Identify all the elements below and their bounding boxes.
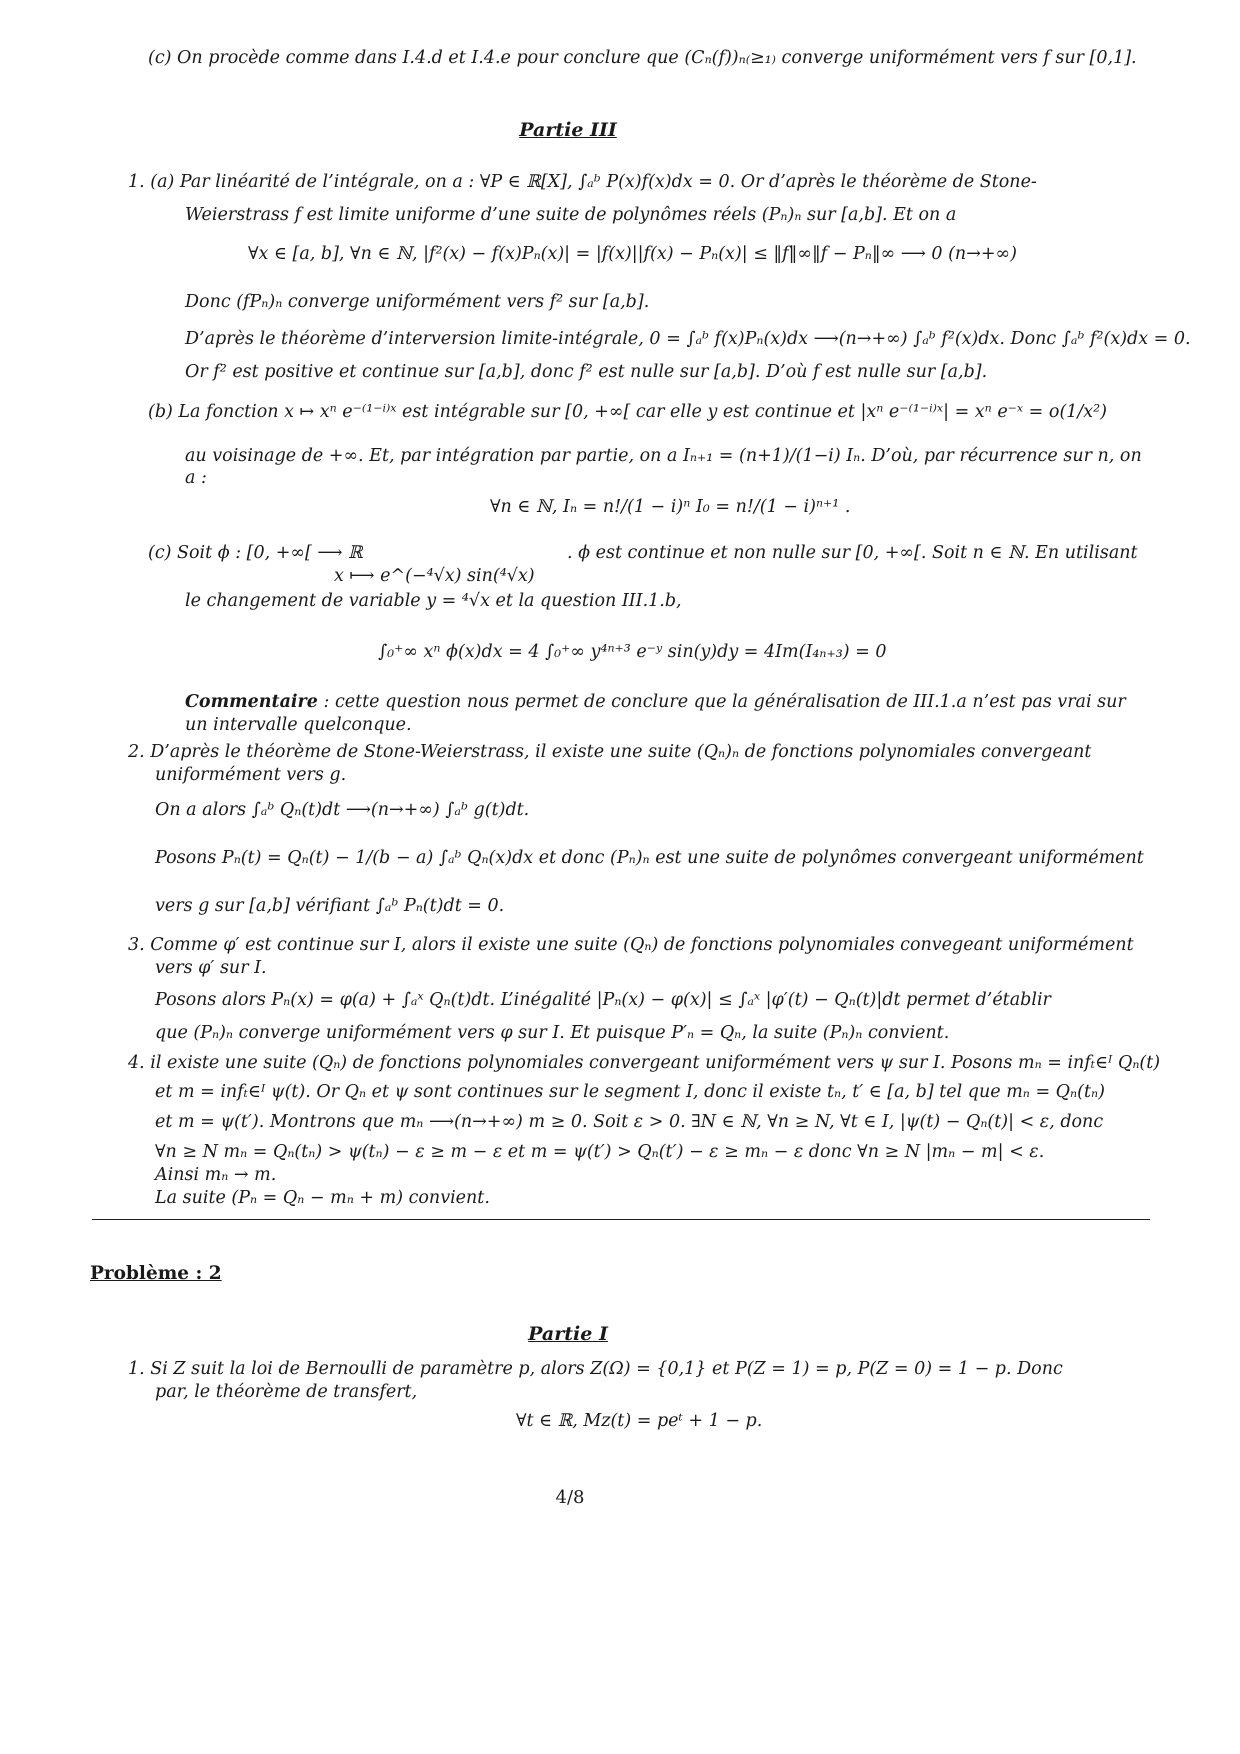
q2-line1: 2. D’après le théorème de Stone-Weierstrass, il existe une suite (Qₙ)ₙ de fonctions polynomiales convergeant bbox=[128, 742, 1092, 762]
q2-line3: On a alors ∫ₐᵇ Qₙ(t)dt ⟶(n→+∞) ∫ₐᵇ g(t)dt. bbox=[155, 800, 530, 820]
q2-line2: uniformément vers g. bbox=[155, 765, 347, 785]
commentaire-line2: un intervalle quelconque. bbox=[185, 715, 412, 735]
q3-line2: vers φ′ sur I. bbox=[155, 958, 267, 978]
q4-line3: et m = ψ(t′). Montrons que mₙ ⟶(n→+∞) m ≥ 0. Soit ε > 0. ∃N ∈ ℕ, ∀n ≥ N, ∀t ∈ I, |ψ(t) − Qₙ(t)| < ε, donc bbox=[155, 1112, 1104, 1132]
q1c-line1-rest: . ϕ est continue et non nulle sur [0, +∞[. Soit n ∈ ℕ. En utilisant bbox=[567, 543, 1138, 563]
q1a-line5: Or f² est positive et continue sur [a,b], donc f² est nulle sur [a,b]. D’où f est nulle sur [a,b]. bbox=[185, 362, 988, 382]
p1-q1-line1: 1. Si Z suit la loi de Bernoulli de paramètre p, alors Z(Ω) = {0,1} et P(Z = 1) = p, P(Z = 0) = 1 − p. Donc bbox=[128, 1359, 1063, 1379]
partie1-heading: Partie I bbox=[528, 1323, 608, 1345]
q1a-line3: Donc (fPₙ)ₙ converge uniformément vers f² sur [a,b]. bbox=[185, 292, 650, 312]
commentaire-label: Commentaire bbox=[185, 692, 318, 712]
q3-line4: que (Pₙ)ₙ converge uniformément vers φ sur I. Et puisque P′ₙ = Qₙ, la suite (Pₙ)ₙ convient. bbox=[155, 1023, 950, 1043]
q2-line4: Posons Pₙ(t) = Qₙ(t) − 1/(b − a) ∫ₐᵇ Qₙ(x)dx et donc (Pₙ)ₙ est une suite de polynômes convergeant uniformément bbox=[155, 848, 1144, 868]
q1c-equation: ∫₀⁺∞ xⁿ ϕ(x)dx = 4 ∫₀⁺∞ y⁴ⁿ⁺³ e⁻ʸ sin(y)dy = 4Im(I₄ₙ₊₃) = 0 bbox=[378, 642, 887, 662]
q1c-line2: le changement de variable y = ⁴√x et la question III.1.b, bbox=[185, 591, 682, 611]
q2-line5: vers g sur [a,b] vérifiant ∫ₐᵇ Pₙ(t)dt = 0. bbox=[155, 896, 505, 916]
partie2-q3c-text: (c) On procède comme dans I.4.d et I.4.e pour conclure que (Cₙ(f))ₙ₍≥₁₎ converge uniformément vers f sur [0,1]. bbox=[148, 48, 1137, 68]
probleme-heading: Problème : 2 bbox=[90, 1263, 222, 1284]
p1-q1-equation: ∀t ∈ ℝ, Mᴢ(t) = peᵗ + 1 − p. bbox=[516, 1411, 763, 1431]
q1a-line1: 1. (a) Par linéarité de l’intégrale, on a : ∀P ∈ ℝ[X], ∫ₐᵇ P(x)f(x)dx = 0. Or d’après le théorème de Stone- bbox=[128, 172, 1037, 192]
q4-line5: Ainsi mₙ → m. bbox=[155, 1165, 277, 1185]
q4-line4: ∀n ≥ N mₙ = Qₙ(tₙ) > ψ(tₙ) − ε ≥ m − ε et m = ψ(t′) > Qₙ(t′) − ε ≥ mₙ − ε donc ∀n ≥ N |mₙ − m| < ε. bbox=[155, 1142, 1045, 1162]
q1b-line2: au voisinage de +∞. Et, par intégration par partie, on a Iₙ₊₁ = (n+1)/(1−i) Iₙ. D’où, par récurrence sur n, on bbox=[185, 446, 1142, 466]
commentaire-text: : cette question nous permet de conclure que la généralisation de III.1.a n’est pas vrai sur bbox=[317, 692, 1126, 712]
q4-line6: La suite (Pₙ = Qₙ − mₙ + m) convient. bbox=[155, 1188, 490, 1208]
partie3-heading: Partie III bbox=[519, 119, 617, 141]
q1b-line1: (b) La fonction x ↦ xⁿ e⁻⁽¹⁻ⁱ⁾ˣ est intégrable sur [0, +∞[ car elle y est continue et |xⁿ e⁻⁽¹⁻ⁱ⁾ˣ| = xⁿ e⁻ˣ = o(1/x²) bbox=[148, 402, 1108, 422]
q1b-line3: a : bbox=[185, 468, 207, 488]
q4-line1: 4. il existe une suite (Qₙ) de fonctions polynomiales convergeant uniformément vers ψ sur I. Posons mₙ = infₜ∈ᴵ Qₙ(t) bbox=[128, 1053, 1161, 1073]
q3-line1: 3. Comme φ′ est continue sur I, alors il existe une suite (Qₙ) de fonctions polynomiales convegeant uniformément bbox=[128, 935, 1134, 955]
page-number: 4/8 bbox=[555, 1487, 585, 1508]
section-divider bbox=[92, 1219, 1150, 1220]
q4-line2: et m = infₜ∈ᴵ ψ(t). Or Qₙ et ψ sont continues sur le segment I, donc il existe tₙ, t′ ∈ [a, b] tel que mₙ = Qₙ(tₙ) bbox=[155, 1082, 1105, 1102]
q1a-line4: D’après le théorème d’interversion limite-intégrale, 0 = ∫ₐᵇ f(x)Pₙ(x)dx ⟶(n→+∞) ∫ₐᵇ f²(x)dx. Donc ∫ₐᵇ f²(x)dx = 0. bbox=[185, 329, 1191, 349]
commentaire-line1 bbox=[185, 690, 1126, 714]
q1a-equation: ∀x ∈ [a, b], ∀n ∈ ℕ, |f²(x) − f(x)Pₙ(x)| = |f(x)||f(x) − Pₙ(x)| ≤ ‖f‖∞‖f − Pₙ‖∞ ⟶ 0 (n→+∞) bbox=[248, 244, 1017, 264]
q1c-definition-map: x ⟼ e^(−⁴√x) sin(⁴√x) bbox=[334, 566, 535, 586]
q1c-definition: (c) Soit ϕ : [0, +∞[ ⟶ ℝ bbox=[148, 543, 363, 563]
q3-line3: Posons alors Pₙ(x) = φ(a) + ∫ₐˣ Qₙ(t)dt. L’inégalité |Pₙ(x) − φ(x)| ≤ ∫ₐˣ |φ′(t) − Qₙ(t)|dt permet d’établir bbox=[155, 990, 1051, 1010]
q1b-equation: ∀n ∈ ℕ, Iₙ = n!/(1 − i)ⁿ I₀ = n!/(1 − i)ⁿ⁺¹ . bbox=[490, 497, 851, 517]
q1a-line2: Weierstrass f est limite uniforme d’une suite de polynômes réels (Pₙ)ₙ sur [a,b]. Et on a bbox=[185, 205, 957, 225]
p1-q1-line2: par, le théorème de transfert, bbox=[155, 1382, 418, 1402]
